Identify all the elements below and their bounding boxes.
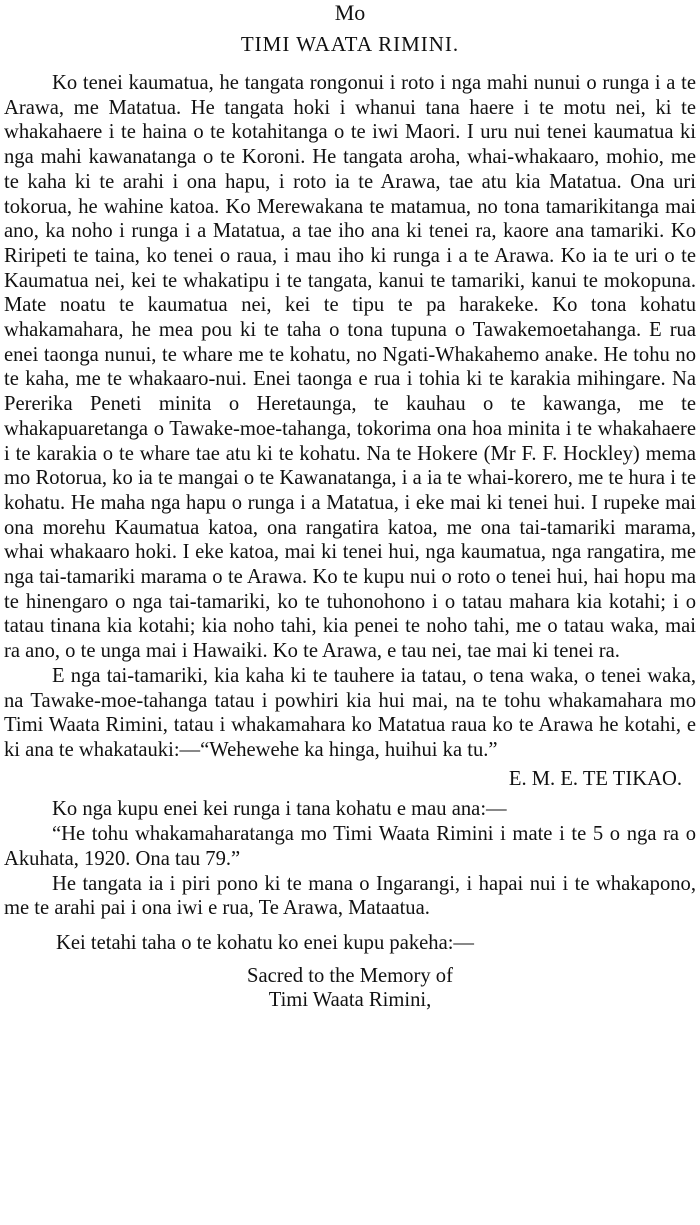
paragraph-1: Ko tenei kaumatua, he tangata rongonui i roto i nga mahi nunui o runga i a te Arawa, me Matatua. He tangata hoki i whanui tana haere i te motu nei, ki te whakahaere i te haina o te kotahitanga o te iwi Maori. I uru nui tenei kaumatua ki nga mahi kawanatanga o te Koroni. He tangata aroha, whai-whakaaro, mohio, me te kaha ki te arahi i ona hapu, i roto ia te Arawa, tae atu kia Matatua. Ona uri tokorua, he wahine katoa. Ko Merewakana te matamua, no tona tamarikitanga mai ano, ka noho i runga i a Matatua, a tae iho ana ki tenei ra, kaore ana tamariki. Ko Riripeti te taina, ko tenei o raua, i mau iho ki runga i a te Arawa. Ko ia te uri o te Kaumatua nei, kei te whakatipu i te tangata, kanui te tamariki, kanui te mokopuna. Mate noatu te kaumatua nei, kei te tipu te pa harakeke. Ko tona kohatu whakamahara, he mea pou ki te taha o tona tupuna o Tawakemoetahanga. E rua enei taonga nunui, te whare me te kohatu, no Ngati-Whakahemo anake. He tohu no te kaha, me te whakaaro-nui. Enei taonga e rua i tohia ki te karakia mihingare. Na Pererika Peneti minita o Heretaunga, te kauhau o te kawanga, me te whakapuaretanga o Tawake-moe-tahanga, tokorima ona hoa minita i te whakahaere i te karakia o te whare tae atu ki te kohatu. Na te Hokere (Mr F. F. Hockley) mema mo Rotorua, ko ia te mangai o te Kawanatanga, i a ia te whai-korero, me te hura i te kohatu. He maha nga hapu o runga i a Matatua, i eke mai ki tenei hui. I rupeke mai ona morehu Kaumatua katoa, ona rangatira katoa, me ona tai-tamariki marama, whai whakaaro hoki. I eke katoa, mai ki tenei hui, nga kaumatua, nga rangatira, me nga tai-tamariki marama o te Arawa. Ko te kupu nui o roto o tenei hui, hai hopu ma te hinengaro o nga tai-tamariki, ko te tuhonohono i o tatau mahara kia kotahi; i o tatau tinana kia kotahi; kia noho tahi, kia penei te noho tahi, me o tatau waka, mai ra ano, o te unga mai i Hawaiki. Ko te Arawa, e tau nei, tae mai ki tenei ra. (4, 72, 696, 663)
inscription-intro: Ko nga kupu enei kei runga i tana kohatu e mau ana:— (52, 798, 507, 821)
paragraph-3: He tangata ia i piri pono ki te mana o Ingarangi, i hapai nui i te whakapono, me te arahi pai i ona iwi e rua, Te Arawa, Mataatua. (4, 872, 696, 920)
pakeha-intro: Kei tetahi taha o te kohatu ko enei kupu pakeha:— (56, 931, 475, 954)
heading-top: Mo (334, 0, 366, 25)
page-title: TIMI WAATA RIMINI. (240, 32, 460, 56)
signature: E. M. E. TE TIKAO. (508, 767, 682, 790)
paragraph-2: E nga tai-tamariki, kia kaha ki te tauhere ia tatau, o tena waka, o tenei waka, na Tawake-moe-tahanga tatau i powhiri kia hui mai, na te tohu whakamahara mo Timi Waata Rimini, tatau i whakamahara ko Matatua raua ko te Arawa he kotahi, e ki ana te whakatauki:—“Wehewehe ka hinga, huihui ka tu.” (4, 664, 696, 761)
inscription-line-1: Sacred to the Memory of (247, 964, 453, 987)
inscription-quote: “He tohu whakamaharatanga mo Timi Waata Rimini i mate i te 5 o nga ra o Akuhata, 1920. Ona tau 79.” (4, 823, 696, 870)
inscription-line-2: Timi Waata Rimini, (268, 989, 432, 1012)
english-inscription (4, 964, 696, 1013)
